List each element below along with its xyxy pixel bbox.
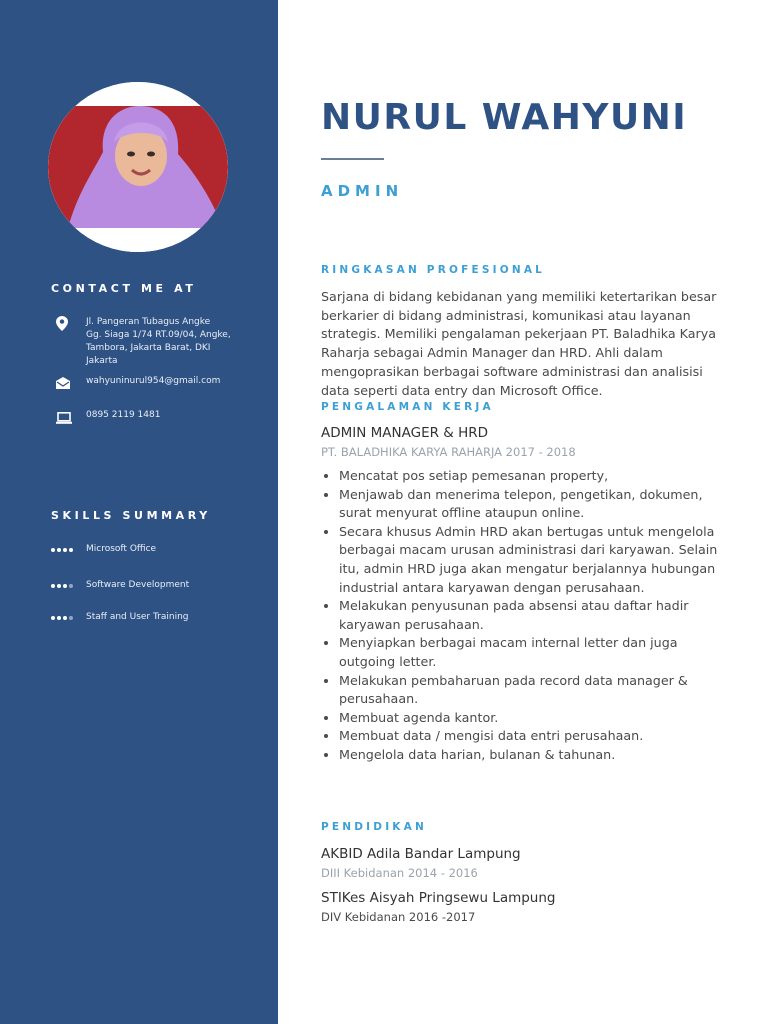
skill-label: Software Development [86, 580, 190, 590]
contact-address-text [86, 316, 246, 368]
education-school: STIKes Aisyah Pringsewu Lampung [321, 890, 556, 906]
duty-item: • Melakukan pembaharuan pada record data manager & perusahaan. [339, 672, 721, 709]
job-company: PT. BALADHIKA KARYA RAHARJA 2017 - 2018 [321, 445, 576, 459]
duty-item: • Membuat data / mengisi data entri perusahaan. [339, 727, 721, 746]
location-pin-icon [56, 316, 68, 335]
skill-level-dots [51, 548, 81, 554]
contact-phone-text: 0895 2119 1481 [86, 410, 161, 420]
address-line: Gg. Siaga 1/74 RT.09/04, Angke, [86, 330, 231, 340]
profile-photo [48, 82, 228, 252]
address-line: Jl. Pangeran Tubagus Angke [86, 317, 211, 327]
address-line: Tambora, Jakarta Barat, DKI [86, 343, 211, 353]
summary-text: Sarjana di bidang kebidanan yang memiliki ketertarikan besar berkarier di bidang administrasi, komunikasi atau layanan strategis. Memiliki pengalaman pekerjaan PT. Baladhika Karya Raharja sebagai Admin Manager dan HRD. Ahli dalam mengoprasikan berbagai software administrasi dan analisisi data seperti data entry dan Microsoft Office. [321, 289, 717, 398]
duty-item: • Mencatat pos setiap pemesanan property, [339, 467, 721, 486]
summary-heading: RINGKASAN PROFESIONAL [321, 264, 546, 276]
education-detail: DIII Kebidanan 2014 - 2016 [321, 866, 478, 880]
sidebar [0, 0, 278, 1024]
duty-item: • Membuat agenda kantor. [339, 709, 721, 728]
name-divider [321, 158, 384, 160]
skills-heading: SKILLS SUMMARY [51, 509, 211, 522]
education-heading: PENDIDIKAN [321, 821, 427, 833]
education-detail: DIV Kebidanan 2016 -2017 [321, 910, 476, 924]
duty-item: • Mengelola data harian, bulanan & tahunan. [339, 746, 721, 765]
skill-level-dots [51, 616, 81, 622]
duty-item: • Melakukan penyusunan pada absensi atau daftar hadir karyawan perusahaan. [339, 597, 721, 634]
profile-photo-image [48, 82, 228, 252]
contact-email-text[interactable]: wahyuninurul954@gmail.com [86, 376, 221, 386]
experience-heading: PENGALAMAN KERJA [321, 401, 494, 413]
job-role: ADMIN [321, 182, 404, 200]
skill-label: Staff and User Training [86, 612, 189, 622]
duty-item: • Menyiapkan berbagai macam internal letter dan juga outgoing letter. [339, 634, 721, 671]
candidate-name: NURUL WAHYUNI [321, 97, 688, 138]
duty-item: • Menjawab dan menerima telepon, pengetikan, dokumen, surat menyurat offline ataupun online. [339, 486, 721, 523]
skill-level-dots [51, 584, 81, 590]
skill-label: Microsoft Office [86, 544, 157, 554]
education-school: AKBID Adila Bandar Lampung [321, 846, 521, 862]
duty-item: • Secara khusus Admin HRD akan bertugas untuk mengelola berbagai macam urusan administrasi dari karyawan. Selain itu, admin HRD juga akan mengatur berjalannya hubungan industrial antara karyawan dengan perusahaan. [339, 523, 721, 597]
email-icon [56, 374, 70, 393]
laptop-icon [56, 409, 72, 428]
job-title: ADMIN MANAGER & HRD [321, 425, 489, 441]
contact-heading: CONTACT ME AT [51, 282, 197, 295]
duties-list [321, 467, 721, 765]
address-line: Jakarta [86, 356, 118, 366]
